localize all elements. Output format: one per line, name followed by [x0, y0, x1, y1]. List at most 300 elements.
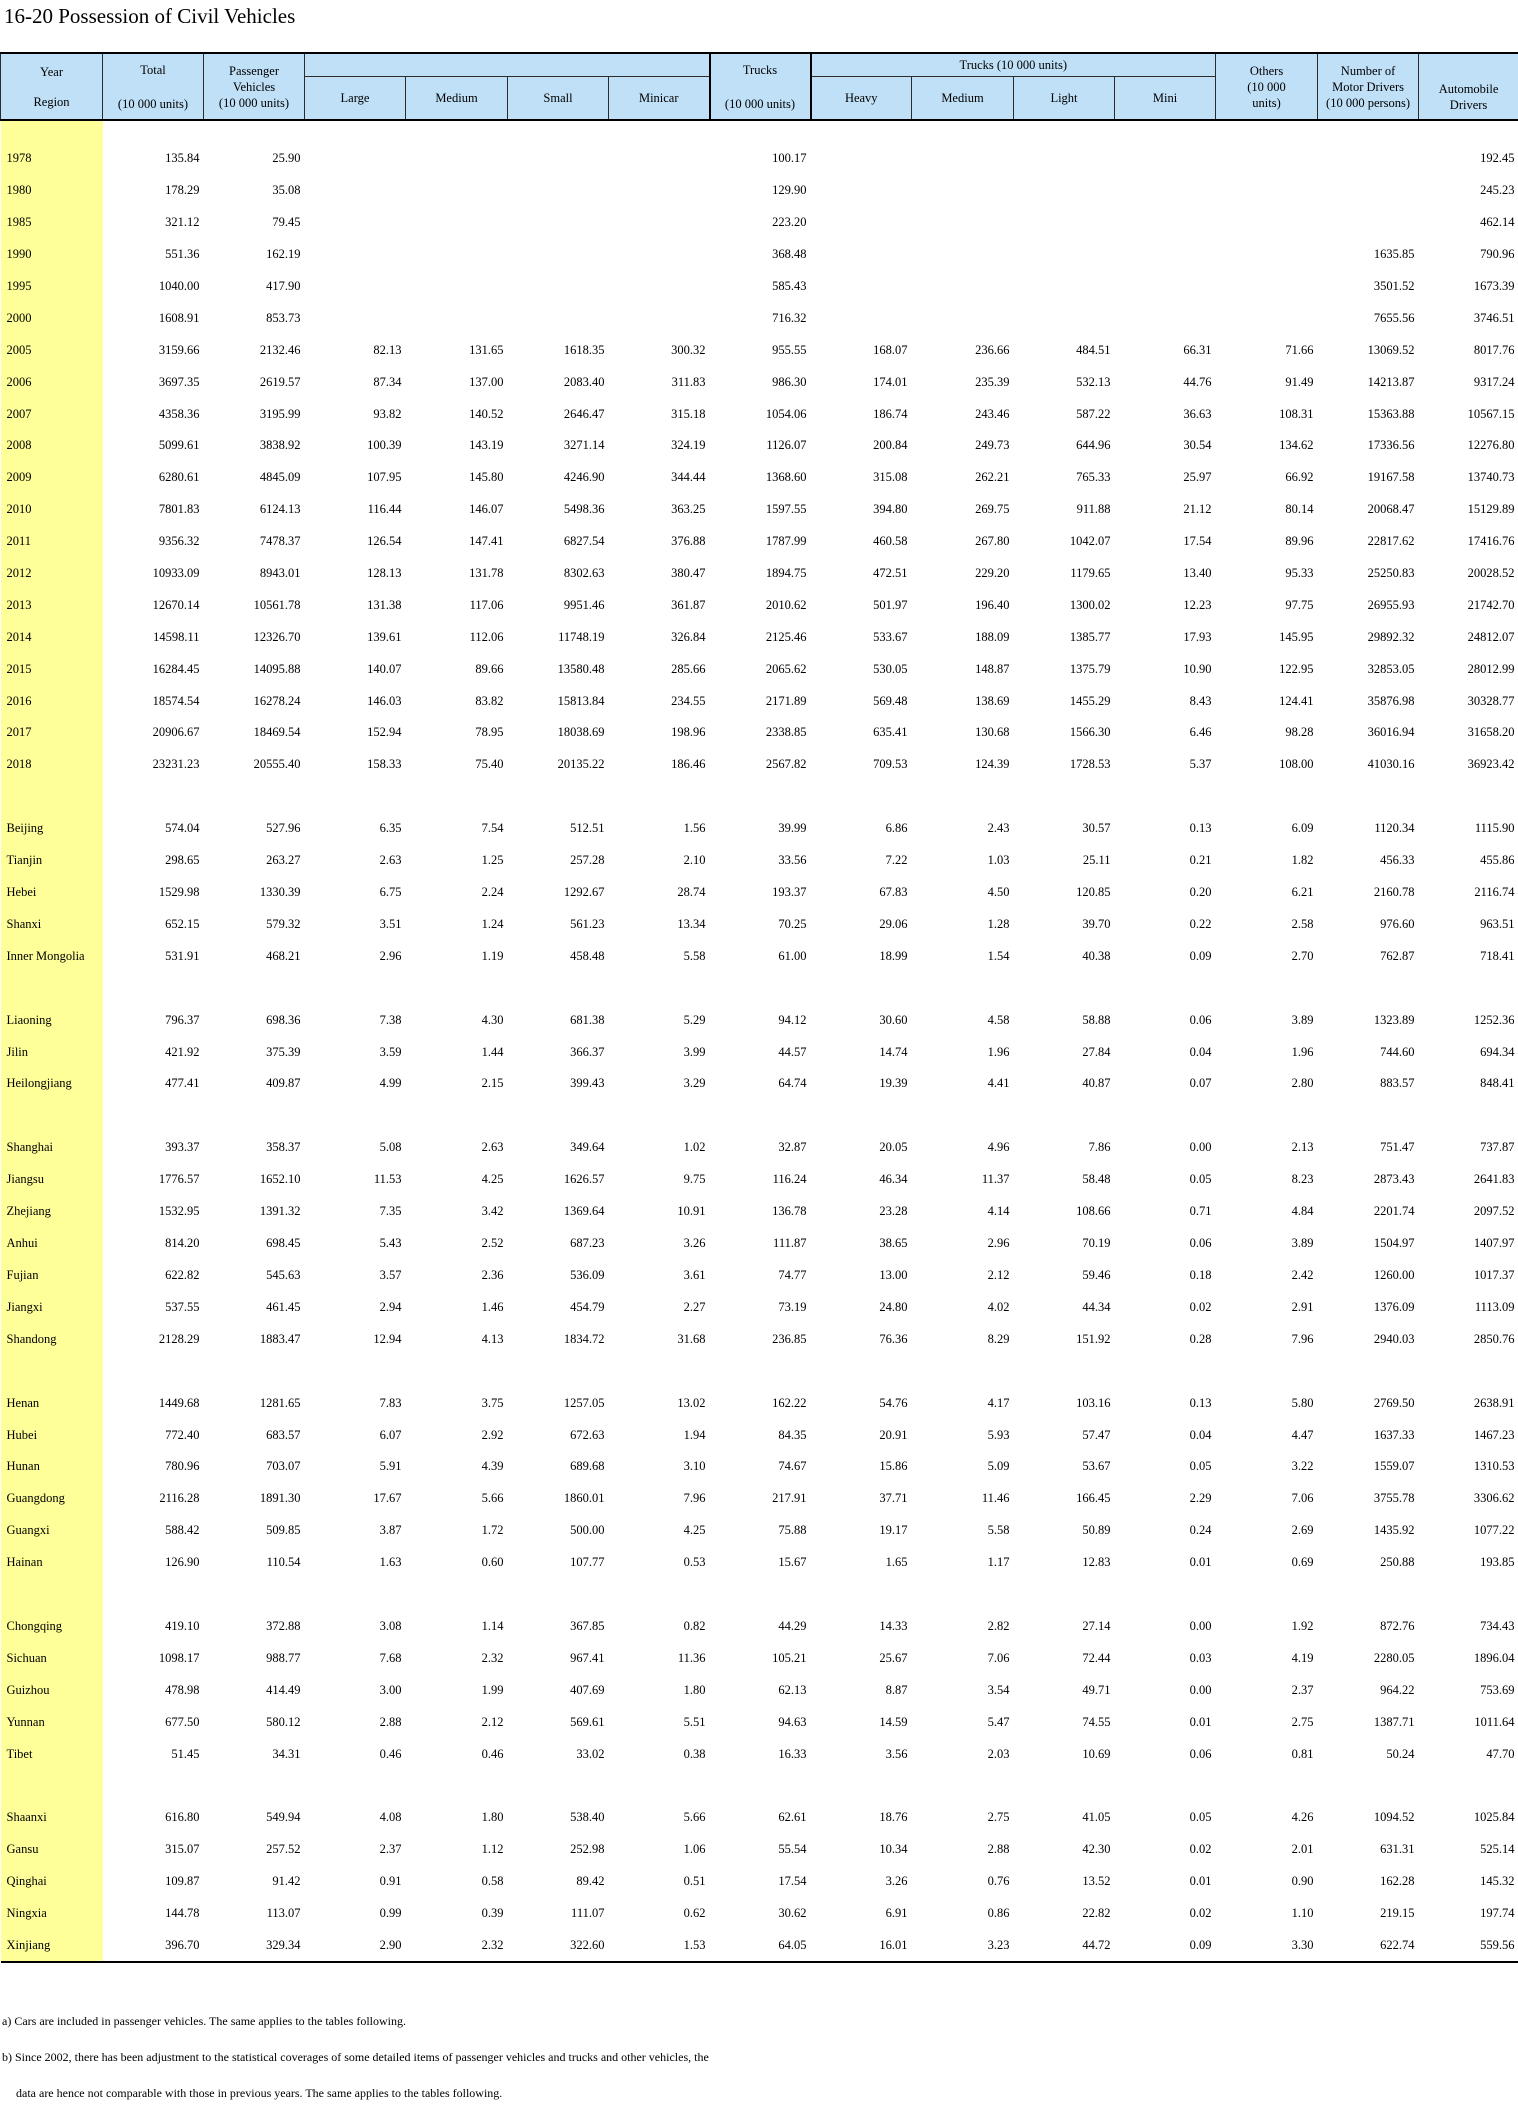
empty-cell: [1014, 972, 1115, 1004]
empty-cell: [305, 120, 406, 143]
row-label: 2011: [1, 526, 103, 558]
data-cell: 18038.69: [508, 717, 609, 749]
data-cell: 100.17: [710, 143, 811, 175]
row-label: 2005: [1, 334, 103, 366]
empty-cell: [103, 1579, 204, 1611]
spacer-row: [1, 972, 1518, 1004]
data-cell: 537.55: [103, 1291, 204, 1323]
data-cell: 57.47: [1014, 1419, 1115, 1451]
data-cell: 285.66: [609, 653, 710, 685]
row-label: Liaoning: [1, 1004, 103, 1036]
empty-cell: [204, 1770, 305, 1802]
data-cell: 683.57: [204, 1419, 305, 1451]
data-cell: 100.39: [305, 430, 406, 462]
table-row: [1, 1004, 1518, 1036]
empty-cell: [811, 1100, 912, 1132]
data-cell: 0.00: [1115, 1132, 1216, 1164]
data-cell: [1216, 302, 1318, 334]
data-cell: 16.33: [710, 1738, 811, 1770]
data-cell: [1115, 143, 1216, 175]
data-cell: [508, 239, 609, 271]
data-cell: 0.09: [1115, 1930, 1216, 1963]
data-cell: 689.68: [508, 1451, 609, 1483]
data-cell: 358.37: [204, 1132, 305, 1164]
data-cell: 0.62: [609, 1898, 710, 1930]
data-cell: 872.76: [1318, 1611, 1419, 1643]
data-cell: 126.54: [305, 526, 406, 558]
data-cell: 3.75: [406, 1387, 508, 1419]
data-cell: 4.17: [912, 1387, 1014, 1419]
data-cell: 19.17: [811, 1515, 912, 1547]
row-label: 2013: [1, 589, 103, 621]
data-cell: 0.69: [1216, 1547, 1318, 1579]
data-cell: 5.51: [609, 1706, 710, 1738]
data-cell: 2769.50: [1318, 1387, 1419, 1419]
data-cell: 2338.85: [710, 717, 811, 749]
data-cell: 10933.09: [103, 558, 204, 590]
data-cell: 11.36: [609, 1642, 710, 1674]
table-row: [1, 239, 1518, 271]
data-cell: 407.69: [508, 1674, 609, 1706]
data-cell: 38.65: [811, 1228, 912, 1260]
data-cell: 79.45: [204, 207, 305, 239]
data-cell: 26955.93: [1318, 589, 1419, 621]
data-cell: 8.29: [912, 1323, 1014, 1355]
data-cell: 1.28: [912, 908, 1014, 940]
data-cell: 349.64: [508, 1132, 609, 1164]
data-cell: [406, 271, 508, 303]
data-cell: 0.06: [1115, 1004, 1216, 1036]
table-row: [1, 1515, 1518, 1547]
table-row: [1, 207, 1518, 239]
data-cell: 0.86: [912, 1898, 1014, 1930]
data-cell: 49.71: [1014, 1674, 1115, 1706]
data-cell: 5498.36: [508, 494, 609, 526]
data-cell: 148.87: [912, 653, 1014, 685]
empty-cell: [912, 1100, 1014, 1132]
data-cell: 2125.46: [710, 621, 811, 653]
data-cell: 0.02: [1115, 1898, 1216, 1930]
data-cell: 235.39: [912, 366, 1014, 398]
label-cell: [1, 1100, 103, 1132]
data-cell: 1292.67: [508, 877, 609, 909]
data-cell: 158.33: [305, 749, 406, 781]
data-cell: 698.45: [204, 1228, 305, 1260]
data-cell: 9.75: [609, 1164, 710, 1196]
data-cell: 9317.24: [1419, 366, 1518, 398]
data-cell: 1618.35: [508, 334, 609, 366]
data-cell: 108.31: [1216, 398, 1318, 430]
data-cell: 955.55: [710, 334, 811, 366]
data-cell: 1040.00: [103, 271, 204, 303]
row-label: Guangdong: [1, 1483, 103, 1515]
row-label: Jilin: [1, 1036, 103, 1068]
data-cell: 2873.43: [1318, 1164, 1419, 1196]
data-cell: 376.88: [609, 526, 710, 558]
table-row: [1, 175, 1518, 207]
data-cell: 734.43: [1419, 1611, 1518, 1643]
empty-cell: [508, 1579, 609, 1611]
empty-cell: [710, 781, 811, 813]
data-cell: 93.82: [305, 398, 406, 430]
total-header: Total (10 000 units): [103, 53, 204, 120]
empty-cell: [1318, 1355, 1419, 1387]
data-cell: 545.63: [204, 1260, 305, 1292]
data-cell: 762.87: [1318, 940, 1419, 972]
data-cell: 12.83: [1014, 1547, 1115, 1579]
others-header: Others (10 000 units): [1216, 53, 1318, 120]
data-cell: 298.65: [103, 845, 204, 877]
data-cell: [609, 239, 710, 271]
data-cell: 0.00: [1115, 1611, 1216, 1643]
data-cell: 2.10: [609, 845, 710, 877]
data-cell: 112.06: [406, 621, 508, 653]
data-cell: 72.44: [1014, 1642, 1115, 1674]
data-cell: 14.33: [811, 1611, 912, 1643]
data-cell: 89.42: [508, 1866, 609, 1898]
empty-cell: [1216, 1355, 1318, 1387]
data-cell: 66.92: [1216, 462, 1318, 494]
spacer-row: [1, 120, 1518, 143]
data-cell: 2.96: [305, 940, 406, 972]
data-cell: 4.30: [406, 1004, 508, 1036]
data-cell: 1597.55: [710, 494, 811, 526]
data-cell: 3.22: [1216, 1451, 1318, 1483]
data-cell: 198.96: [609, 717, 710, 749]
empty-cell: [609, 1579, 710, 1611]
data-cell: 501.97: [811, 589, 912, 621]
data-cell: 0.13: [1115, 1387, 1216, 1419]
empty-cell: [1014, 1770, 1115, 1802]
data-cell: 677.50: [103, 1706, 204, 1738]
data-cell: 19167.58: [1318, 462, 1419, 494]
table-row: [1, 1738, 1518, 1770]
data-cell: 1300.02: [1014, 589, 1115, 621]
data-cell: 39.70: [1014, 908, 1115, 940]
row-label: 1985: [1, 207, 103, 239]
empty-cell: [508, 120, 609, 143]
data-cell: 145.95: [1216, 621, 1318, 653]
data-cell: 2.94: [305, 1291, 406, 1323]
data-cell: [609, 143, 710, 175]
data-cell: 1.44: [406, 1036, 508, 1068]
data-cell: 3.87: [305, 1515, 406, 1547]
data-cell: 468.21: [204, 940, 305, 972]
data-cell: 105.21: [710, 1642, 811, 1674]
row-label: 1990: [1, 239, 103, 271]
data-cell: 62.61: [710, 1802, 811, 1834]
label-cell: [1, 1355, 103, 1387]
data-cell: 0.05: [1115, 1164, 1216, 1196]
data-cell: 135.84: [103, 143, 204, 175]
row-label: Jiangsu: [1, 1164, 103, 1196]
data-cell: 1.96: [1216, 1036, 1318, 1068]
data-cell: 2.88: [305, 1706, 406, 1738]
data-cell: 2.80: [1216, 1068, 1318, 1100]
data-cell: 16.01: [811, 1930, 912, 1963]
data-cell: 13.02: [609, 1387, 710, 1419]
empty-cell: [710, 972, 811, 1004]
data-cell: 2.24: [406, 877, 508, 909]
data-cell: 3.00: [305, 1674, 406, 1706]
data-cell: 2128.29: [103, 1323, 204, 1355]
data-cell: 17416.76: [1419, 526, 1518, 558]
data-cell: 0.07: [1115, 1068, 1216, 1100]
data-cell: 20068.47: [1318, 494, 1419, 526]
table-row: [1, 1291, 1518, 1323]
empty-cell: [811, 781, 912, 813]
data-cell: 35876.98: [1318, 685, 1419, 717]
data-cell: 1449.68: [103, 1387, 204, 1419]
data-cell: 8.43: [1115, 685, 1216, 717]
heavy-header: Heavy: [811, 77, 912, 121]
data-cell: 329.34: [204, 1930, 305, 1963]
data-cell: 4.50: [912, 877, 1014, 909]
motor-drivers-header: Number of Motor Drivers (10 000 persons): [1318, 53, 1419, 120]
empty-cell: [103, 120, 204, 143]
data-cell: 1.82: [1216, 845, 1318, 877]
data-cell: 569.61: [508, 1706, 609, 1738]
data-cell: 78.95: [406, 717, 508, 749]
data-cell: [1115, 239, 1216, 271]
row-label: Jiangxi: [1, 1291, 103, 1323]
data-cell: 5.43: [305, 1228, 406, 1260]
data-cell: 1387.71: [1318, 1706, 1419, 1738]
data-cell: 17336.56: [1318, 430, 1419, 462]
data-cell: 1.54: [912, 940, 1014, 972]
data-cell: 2.42: [1216, 1260, 1318, 1292]
data-cell: 193.37: [710, 877, 811, 909]
data-cell: 197.74: [1419, 1898, 1518, 1930]
data-cell: 2.27: [609, 1291, 710, 1323]
row-label: Shandong: [1, 1323, 103, 1355]
empty-cell: [609, 1355, 710, 1387]
table-row: [1, 1483, 1518, 1515]
data-cell: 2201.74: [1318, 1196, 1419, 1228]
empty-cell: [1014, 120, 1115, 143]
empty-cell: [508, 781, 609, 813]
data-cell: 4.14: [912, 1196, 1014, 1228]
data-cell: [406, 175, 508, 207]
data-cell: 6.91: [811, 1898, 912, 1930]
data-cell: 3.51: [305, 908, 406, 940]
empty-cell: [710, 1100, 811, 1132]
data-cell: 5.93: [912, 1419, 1014, 1451]
data-cell: 569.48: [811, 685, 912, 717]
empty-cell: [912, 1355, 1014, 1387]
data-cell: 1368.60: [710, 462, 811, 494]
data-cell: [406, 143, 508, 175]
row-label: Qinghai: [1, 1866, 103, 1898]
data-cell: 368.48: [710, 239, 811, 271]
data-cell: 128.13: [305, 558, 406, 590]
data-cell: 20555.40: [204, 749, 305, 781]
data-cell: 456.33: [1318, 845, 1419, 877]
data-cell: 1635.85: [1318, 239, 1419, 271]
row-label: 2017: [1, 717, 103, 749]
data-cell: 6124.13: [204, 494, 305, 526]
data-cell: 3.23: [912, 1930, 1014, 1963]
data-cell: 80.14: [1216, 494, 1318, 526]
empty-cell: [1419, 781, 1518, 813]
data-cell: 217.91: [710, 1483, 811, 1515]
data-cell: 7.35: [305, 1196, 406, 1228]
data-cell: 687.23: [508, 1228, 609, 1260]
data-cell: 458.48: [508, 940, 609, 972]
table-row: [1, 1036, 1518, 1068]
data-cell: 17.67: [305, 1483, 406, 1515]
data-cell: 58.88: [1014, 1004, 1115, 1036]
data-cell: 263.27: [204, 845, 305, 877]
data-cell: [1014, 271, 1115, 303]
data-cell: 1260.00: [1318, 1260, 1419, 1292]
data-cell: 103.16: [1014, 1387, 1115, 1419]
data-cell: 4.19: [1216, 1642, 1318, 1674]
empty-cell: [1014, 1355, 1115, 1387]
table-header: [1, 53, 1518, 120]
data-cell: 6.75: [305, 877, 406, 909]
footnote-b-continued: data are hence not comparable with those in previous years. The same applies to the tables following.: [2, 2075, 709, 2111]
empty-cell: [103, 1100, 204, 1132]
empty-cell: [1318, 781, 1419, 813]
data-cell: 245.23: [1419, 175, 1518, 207]
row-label: Anhui: [1, 1228, 103, 1260]
data-cell: 1.80: [406, 1802, 508, 1834]
data-cell: 12.94: [305, 1323, 406, 1355]
data-cell: 73.19: [710, 1291, 811, 1323]
data-cell: 12670.14: [103, 589, 204, 621]
data-cell: 0.81: [1216, 1738, 1318, 1770]
row-label: Hubei: [1, 1419, 103, 1451]
empty-cell: [1419, 1355, 1518, 1387]
empty-cell: [1419, 1579, 1518, 1611]
data-cell: 0.51: [609, 1866, 710, 1898]
data-cell: 30.60: [811, 1004, 912, 1036]
row-label: Guizhou: [1, 1674, 103, 1706]
data-cell: 1504.97: [1318, 1228, 1419, 1260]
data-cell: 40.87: [1014, 1068, 1115, 1100]
data-cell: 9356.32: [103, 526, 204, 558]
data-cell: 0.04: [1115, 1036, 1216, 1068]
data-cell: 461.45: [204, 1291, 305, 1323]
data-cell: 0.01: [1115, 1547, 1216, 1579]
data-cell: 13069.52: [1318, 334, 1419, 366]
data-cell: 417.90: [204, 271, 305, 303]
empty-cell: [305, 781, 406, 813]
data-cell: 98.28: [1216, 717, 1318, 749]
table-row: [1, 271, 1518, 303]
data-cell: 472.51: [811, 558, 912, 590]
data-cell: 2280.05: [1318, 1642, 1419, 1674]
data-cell: 28.74: [609, 877, 710, 909]
passenger-header: Passenger Vehicles (10 000 units): [204, 53, 305, 120]
row-label: Inner Mongolia: [1, 940, 103, 972]
data-cell: [1216, 271, 1318, 303]
data-cell: 29.06: [811, 908, 912, 940]
data-cell: 8302.63: [508, 558, 609, 590]
table-row: [1, 1674, 1518, 1706]
data-cell: [406, 302, 508, 334]
data-cell: 39.99: [710, 813, 811, 845]
data-cell: 3.56: [811, 1738, 912, 1770]
data-cell: 124.41: [1216, 685, 1318, 717]
data-cell: 399.43: [508, 1068, 609, 1100]
data-cell: 462.14: [1419, 207, 1518, 239]
empty-cell: [1216, 1579, 1318, 1611]
table-row: [1, 1323, 1518, 1355]
data-cell: 11.37: [912, 1164, 1014, 1196]
data-cell: 10.90: [1115, 653, 1216, 685]
data-cell: 1891.30: [204, 1483, 305, 1515]
data-cell: 15813.84: [508, 685, 609, 717]
data-cell: 1776.57: [103, 1164, 204, 1196]
empty-cell: [103, 781, 204, 813]
empty-cell: [1216, 120, 1318, 143]
empty-cell: [305, 972, 406, 1004]
data-cell: 174.01: [811, 366, 912, 398]
data-cell: 1330.39: [204, 877, 305, 909]
row-label: Shanghai: [1, 1132, 103, 1164]
data-cell: 561.23: [508, 908, 609, 940]
data-cell: [1014, 239, 1115, 271]
data-cell: 635.41: [811, 717, 912, 749]
data-cell: 963.51: [1419, 908, 1518, 940]
data-cell: 151.92: [1014, 1323, 1115, 1355]
data-cell: [508, 302, 609, 334]
data-cell: 530.05: [811, 653, 912, 685]
data-cell: 64.74: [710, 1068, 811, 1100]
data-cell: 186.74: [811, 398, 912, 430]
data-cell: 25.67: [811, 1642, 912, 1674]
row-label: 2014: [1, 621, 103, 653]
data-cell: 5099.61: [103, 430, 204, 462]
data-cell: 110.54: [204, 1547, 305, 1579]
empty-cell: [1115, 120, 1216, 143]
data-cell: 34.31: [204, 1738, 305, 1770]
data-cell: 2.70: [1216, 940, 1318, 972]
data-cell: 2.36: [406, 1260, 508, 1292]
data-cell: 2.12: [406, 1706, 508, 1738]
data-cell: 122.95: [1216, 653, 1318, 685]
data-cell: 8.87: [811, 1674, 912, 1706]
data-cell: 703.07: [204, 1451, 305, 1483]
data-cell: 25.97: [1115, 462, 1216, 494]
passenger-subgroup-header: [305, 53, 710, 77]
data-cell: 1323.89: [1318, 1004, 1419, 1036]
data-cell: 140.52: [406, 398, 508, 430]
data-cell: 1.14: [406, 1611, 508, 1643]
data-cell: 0.90: [1216, 1866, 1318, 1898]
data-cell: 257.52: [204, 1834, 305, 1866]
data-cell: 7.06: [912, 1642, 1014, 1674]
data-cell: [912, 207, 1014, 239]
data-cell: 162.22: [710, 1387, 811, 1419]
data-cell: 23231.23: [103, 749, 204, 781]
table-row: [1, 1196, 1518, 1228]
data-cell: 737.87: [1419, 1132, 1518, 1164]
data-cell: 19.39: [811, 1068, 912, 1100]
empty-cell: [1318, 120, 1419, 143]
data-cell: 0.22: [1115, 908, 1216, 940]
data-cell: 46.34: [811, 1164, 912, 1196]
data-cell: 4.25: [609, 1515, 710, 1547]
data-cell: 10567.15: [1419, 398, 1518, 430]
data-cell: 8943.01: [204, 558, 305, 590]
data-cell: 20135.22: [508, 749, 609, 781]
data-cell: 2132.46: [204, 334, 305, 366]
table-row: [1, 366, 1518, 398]
empty-cell: [1115, 781, 1216, 813]
